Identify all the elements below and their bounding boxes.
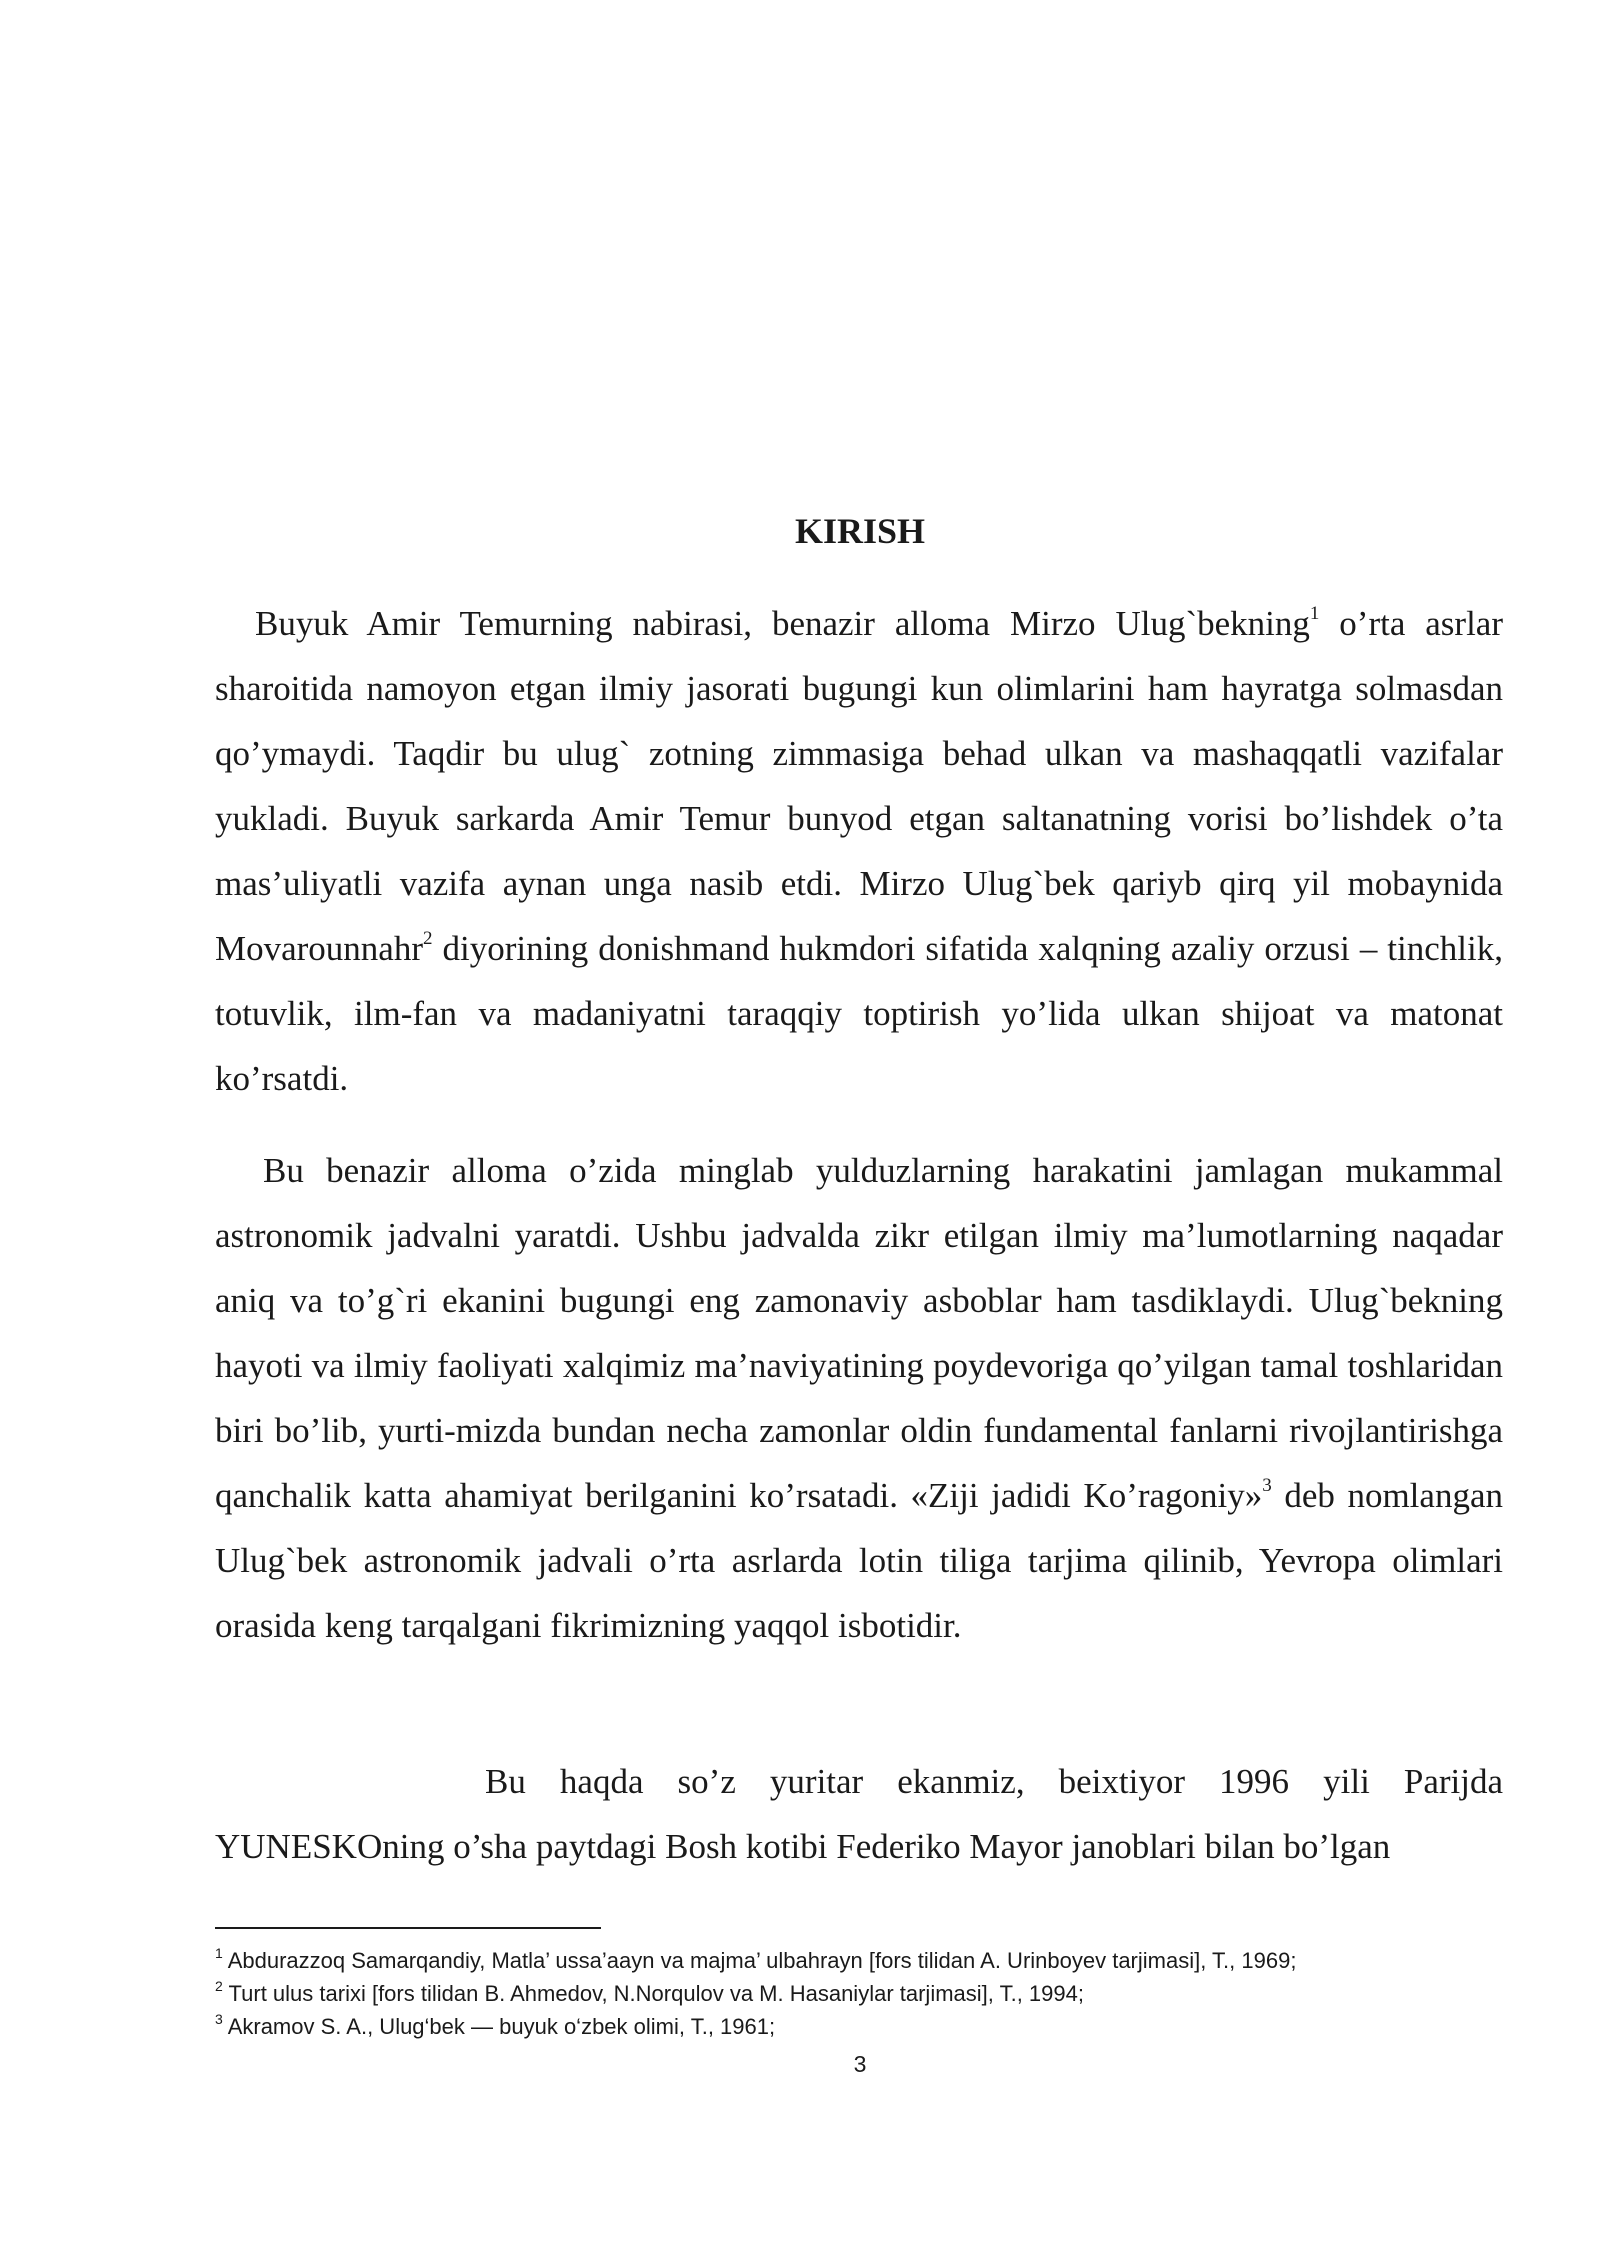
footnote-1-text: Abdurazzoq Samarqandiy, Matla’ ussa’aayn va majma’ ulbahrayn [fors tilidan A. Urinboyev tarjimasi], T., 1969; [222, 1948, 1297, 1973]
footnote-2-number: 2 [215, 1977, 223, 1994]
paragraph-1-text-a: Buyuk Amir Temurning nabirasi, benazir alloma Mirzo Ulug`bekning [255, 604, 1310, 643]
paragraph-2-text-a: Bu benazir alloma o’zida minglab yulduzlarning harakatini jamlagan mukammal astronomik jadvalni yaratdi. Ushbu jadvalda zikr etilgan ilmiy ma’lumotlarning naqadar aniq va to’g`ri ekanini bugungi eng zamonaviy asboblar ham tasdiklaydi. Ulug`bekning hayoti va ilmiy faoliyati xalqimiz ma’naviyatining poydevoriga qo’yilgan tamal toshlaridan biri bo’lib, yurti-mizda bundan necha zamonlar oldin fundamental fanlarni rivojlantirishga qanchalik katta ahamiyat berilganini ko’rsatadi. «Ziji jadidi Ko’ragoniy» [215, 1151, 1503, 1515]
footnote-1-number: 1 [215, 1944, 223, 1961]
paragraph-1 [215, 591, 1503, 1111]
paragraph-3: Bu haqda so’z yuritar ekanmiz, beixtiyor 1996 yili Parijda YUNESKOning o’sha paytdagi Bosh kotibi Federiko Mayor janoblari bilan bo’lgan [215, 1762, 1503, 1866]
page-number: 3 [853, 2051, 867, 2077]
footnote-3 [215, 2010, 1515, 2043]
footnote-3-number: 3 [215, 2010, 223, 2027]
footnote-3-text: Akramov S. A., Ulug‘bek — buyuk o‘zbek olimi, T., 1961; [222, 2014, 776, 2039]
footnote-ref-1: 1 [1309, 603, 1320, 625]
paragraph-1-text-c: diyorining donishmand hukmdori sifatida xalqning azaliy orzusi – tinchlik, totuvlik, ilm-fan va madaniyatni taraqqiy toptirish yo’lida ulkan shijoat va matonat ko’rsatdi. [215, 929, 1503, 1098]
paragraph-1-text-b: o’rta asrlar sharoitida namoyon etgan ilmiy jasorati bugungi kun olimlarini ham hayratga solmasdan qo’ymaydi. Taqdir bu ulug` zotning zimmasiga behad ulkan va mashaqqatli vazifalar yukladi. Buyuk sarkarda Amir Temur bunyod etgan saltanatning vorisi bo’lishdek o’ta mas’uliyatli vazifa aynan unga nasib etdi. Mirzo Ulug`bek qariyb qirq yil mobaynida Movarounnahr [215, 604, 1504, 968]
paragraph-2-text-b: deb nomlangan Ulug`bek astronomik jadvali o’rta asrlarda lotin tiliga tarjima qilinib, Yevropa olimlari orasida keng tarqalgani fikrimizning yaqqol isbotidir. [215, 1476, 1503, 1645]
footnote-2-text: Turt ulus tarixi [fors tilidan B. Ahmedov, N.Norqulov va M. Hasaniylar tarjimasi], T., 1994; [222, 1981, 1084, 2006]
section-heading: KIRISH [794, 511, 926, 551]
footnote-ref-2: 2 [423, 928, 433, 950]
paragraph-2 [215, 1138, 1503, 1658]
footnotes-list [215, 1944, 1515, 2043]
footnote-ref-3: 3 [1262, 1475, 1272, 1497]
footnote-separator [215, 1927, 601, 1929]
footnote-1 [215, 1944, 1515, 1977]
footnote-2 [215, 1977, 1515, 2010]
